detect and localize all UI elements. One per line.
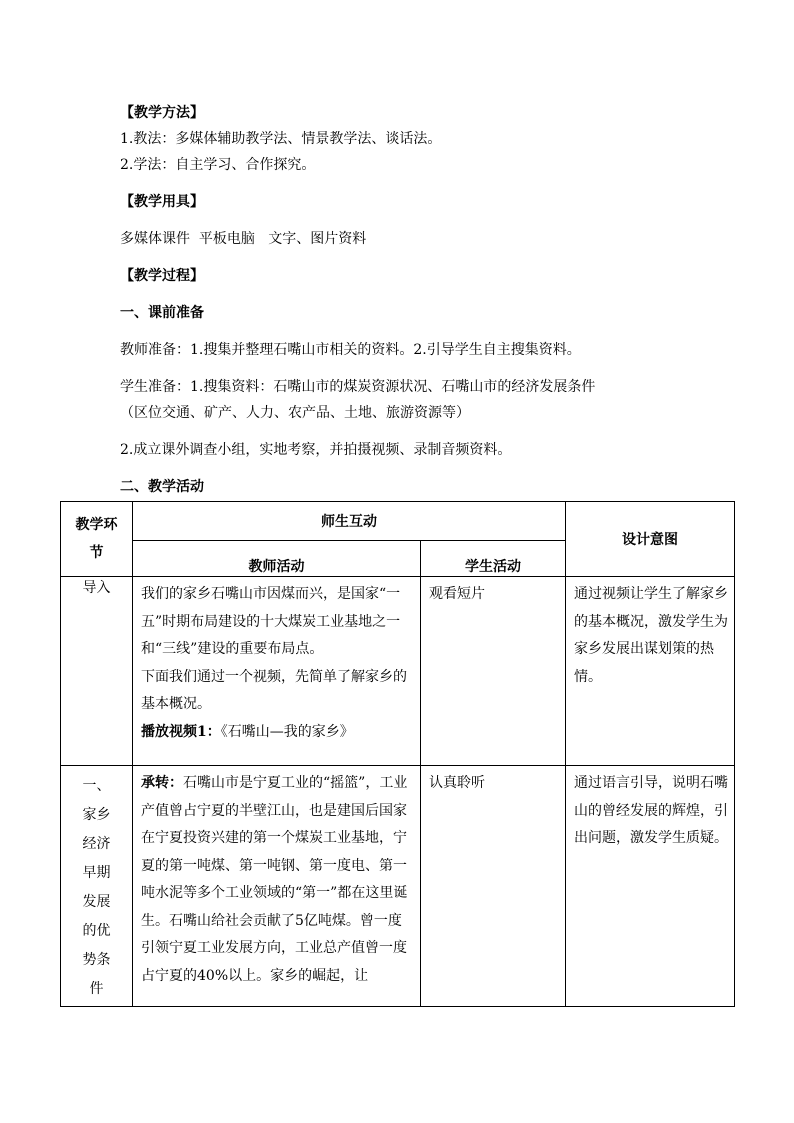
teacher-activity-paragraph: 下面我们通过一个视频，先简单了解家乡的基本概况。 <box>141 668 407 712</box>
student-activity-text: 观看短片 <box>429 586 485 602</box>
header-teaching-stage: 教学环节 <box>61 502 133 577</box>
stage-text-line: 早期 <box>82 865 111 881</box>
stage-text-line: 家乡 <box>82 807 111 823</box>
student-prep-line-1: 学生准备：1.搜集资料：石嘴山市的煤炭资源状况、石嘴山市的经济发展条件 <box>120 379 596 395</box>
header-teacher-activity: 教师活动 <box>133 541 421 577</box>
student-prep-line-3: 2.成立课外调查小组，实地考察，并拍摄视频、录制音频资料。 <box>120 442 512 458</box>
student-activity-cell-intro <box>421 577 566 766</box>
student-activity-text: 认真聆听 <box>429 775 485 791</box>
stage-cell-intro: 导入 <box>61 577 133 766</box>
video-label: 播放视频1： <box>141 723 221 740</box>
design-intent-text: 通过视频让学生了解家乡的基本概况，激发学生为家乡发展出谋划策的热情。 <box>574 586 728 685</box>
teaching-method-line-2: 2.学法：自主学习、合作探究。 <box>120 157 316 173</box>
teaching-process-heading: 【教学过程】 <box>120 268 204 284</box>
teacher-activity-paragraph: 我们的家乡石嘴山市因煤而兴，是国家“一五”时期布局建设的十大煤炭工业基地之一和“三线”建设的重要布局点。 <box>141 586 401 657</box>
transition-label: 承转： <box>141 775 183 791</box>
stage-text-line: 的优 <box>82 923 111 939</box>
pre-class-prep-heading: 一、课前准备 <box>120 305 204 321</box>
table-header-row-1 <box>61 502 735 541</box>
video-line <box>141 719 414 747</box>
stage-text-line: 件 <box>89 981 104 997</box>
teaching-tools-line: 多媒体课件 平板电脑 文字、图片资料 <box>120 231 367 247</box>
teaching-tools-heading: 【教学用具】 <box>120 194 204 210</box>
teaching-method-line-1: 1.教法：多媒体辅助教学法、情景教学法、谈话法。 <box>120 131 442 147</box>
header-design-intent: 设计意图 <box>566 502 735 577</box>
design-intent-cell-early-development <box>566 766 735 1007</box>
teaching-activity-table <box>60 501 735 1007</box>
student-activity-cell-early-development <box>421 766 566 1007</box>
stage-text-line: 发展 <box>82 894 111 910</box>
video-title: 《石嘴山—我的家乡》 <box>220 723 354 740</box>
stage-text-line: 经济 <box>82 836 111 852</box>
student-prep-line-2: （区位交通、矿产、人力、农产品、土地、旅游资源等） <box>120 405 470 421</box>
stage-text-line: 一、 <box>82 778 111 794</box>
teacher-activity-text: 石嘴山市是宁夏工业的“摇篮”，工业产值曾占宁夏的半壁江山，也是建国后国家在宁夏投资兴建的第一个煤炭工业基地，宁夏的第一吨煤、第一吨钢、第一度电、第一吨水泥等多个工业领域的“第一”都在这里诞生。石嘴山给社会贡献了5亿吨煤。曾一度引领宁夏工业发展方向，工业总产值曾一度占宁夏的40%以上。家乡的崛起，让 <box>141 775 408 984</box>
table-row-intro <box>61 577 735 766</box>
design-intent-text: 通过语言引导，说明石嘴山的曾经发展的辉煌，引出问题，激发学生质疑。 <box>574 775 728 846</box>
teacher-activity-cell-intro <box>133 577 421 766</box>
teaching-method-heading: 【教学方法】 <box>120 105 204 121</box>
teacher-activity-cell-early-development <box>133 766 421 1007</box>
header-teacher-student-interaction: 师生互动 <box>133 502 566 541</box>
teacher-prep-line: 教师准备：1.搜集并整理石嘴山市相关的资料。2.引导学生自主搜集资料。 <box>120 342 581 358</box>
stage-cell-early-development <box>61 766 133 1007</box>
header-student-activity: 学生活动 <box>421 541 566 577</box>
stage-text-line: 势条 <box>82 952 111 968</box>
design-intent-cell-intro <box>566 577 735 766</box>
teaching-activity-heading: 二、教学活动 <box>120 479 204 495</box>
table-row-early-development <box>61 766 735 1007</box>
